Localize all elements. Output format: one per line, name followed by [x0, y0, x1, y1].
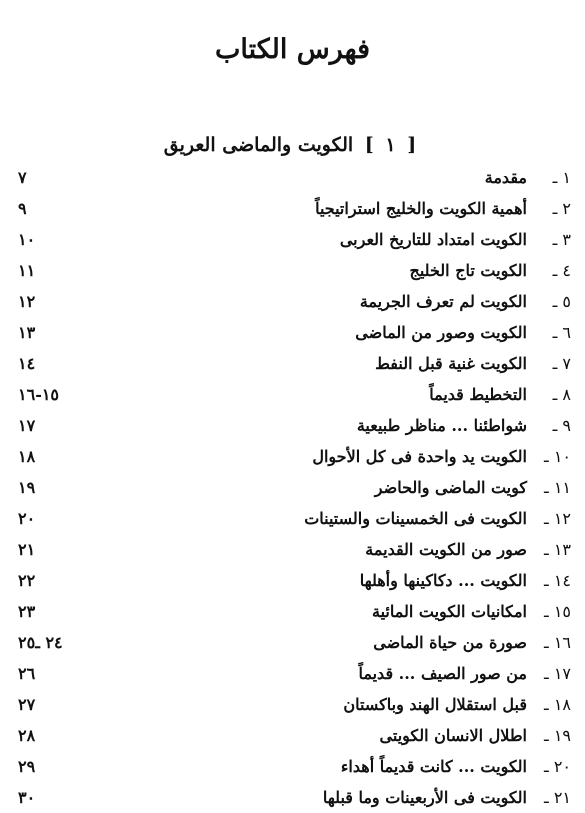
toc-entry-title: اطلال الانسان الكويتى [379, 726, 527, 745]
toc-entry-number: ٩ ـ [552, 416, 571, 435]
toc-entry [18, 565, 571, 596]
toc-entry [18, 503, 571, 534]
toc-entry-number: ٢١ ـ [544, 788, 571, 807]
toc-entry [18, 441, 571, 472]
toc-entry [18, 286, 571, 317]
toc-entry [18, 627, 571, 658]
toc-entry-number: ١٨ ـ [544, 695, 571, 714]
toc-entry-title: شواطئنا ... مناظر طبيعية [356, 416, 527, 435]
toc-entry-title: الكويت تاج الخليج [409, 261, 527, 280]
toc-entry-title: صور من الكويت القديمة [365, 540, 527, 559]
toc-entry-number: ١ ـ [552, 168, 571, 187]
toc-entry-page: ١٧ [18, 416, 36, 435]
toc-entry-page: ٢٦ [18, 664, 36, 683]
toc-entry-title: الكويت امتداد للتاريخ العربى [339, 230, 527, 249]
toc-entry-page: ١٨ [18, 447, 36, 466]
toc-entry-number: ٦ ـ [552, 323, 571, 342]
toc-entry [18, 348, 571, 379]
toc-entry-page: ٢٠ [18, 509, 36, 528]
toc-entry [18, 193, 571, 224]
toc-entry-number: ١٧ ـ [544, 664, 571, 683]
toc-entry [18, 720, 571, 751]
bracket-open: [ [407, 134, 417, 156]
toc-entry-page: ٢٧ [18, 695, 36, 714]
toc-entry-number: ٨ ـ [552, 385, 571, 404]
toc-entry-title: الكويت وصور من الماضى [355, 323, 527, 342]
toc-entry-number: ٢٠ ـ [544, 757, 571, 776]
toc-entry-page: ١٢ [18, 292, 36, 311]
toc-entry-number: ١٠ ـ [544, 447, 571, 466]
toc-entry-title: امكانيات الكويت المائية [372, 602, 527, 621]
toc-list [18, 162, 571, 813]
toc-entry-title: مقدمة [484, 168, 527, 187]
toc-entry-page: ١٠ [18, 230, 36, 249]
toc-entry-page: ٢١ [18, 540, 36, 559]
bracket-close: ] [364, 134, 374, 156]
toc-entry [18, 782, 571, 813]
toc-entry-title: الكويت فى الأربعينات وما قبلها [322, 788, 527, 807]
toc-entry-page: ٢٢ [18, 571, 36, 590]
toc-entry-number: ٤ ـ [552, 261, 571, 280]
toc-entry-title: الكويت لم تعرف الجريمة [359, 292, 527, 311]
toc-entry-page: ٢٤ ـ٢٥ [18, 633, 63, 652]
toc-entry-page: ١١ [18, 261, 36, 280]
toc-entry [18, 162, 571, 193]
toc-entry-number: ١٦ ـ [544, 633, 571, 652]
toc-entry [18, 472, 571, 503]
toc-entry-number: ٢ ـ [552, 199, 571, 218]
toc-entry-page: ٢٩ [18, 757, 36, 776]
toc-entry-title: التخطيط قديماً [429, 385, 527, 404]
toc-entry [18, 596, 571, 627]
toc-entry-page: ٢٨ [18, 726, 36, 745]
toc-entry [18, 379, 571, 410]
toc-entry-title: كويت الماضى والحاضر [374, 478, 527, 497]
page-title: فهرس الكتاب [214, 34, 371, 65]
toc-entry-number: ١١ ـ [544, 478, 571, 497]
section-title: الكويت والماضى العريق [163, 134, 354, 156]
toc-entry [18, 224, 571, 255]
toc-entry-page: ١٣ [18, 323, 36, 342]
section-number: ١ [385, 134, 396, 156]
toc-entry-page: ٣٠ [18, 788, 36, 807]
toc-entry-page: ٧ [18, 168, 27, 187]
toc-entry-number: ٧ ـ [552, 354, 571, 373]
toc-entry-number: ١٤ ـ [544, 571, 571, 590]
toc-entry-number: ٣ ـ [552, 230, 571, 249]
toc-entry-number: ٥ ـ [552, 292, 571, 311]
toc-entry-page: ٢٣ [18, 602, 36, 621]
toc-entry-number: ١٩ ـ [544, 726, 571, 745]
toc-entry-title: الكويت ... كانت قديماً أهداء [340, 757, 527, 776]
toc-entry-page: ١٤ [18, 354, 36, 373]
toc-entry-title: من صور الصيف ... قديماً [358, 664, 527, 683]
toc-entry [18, 410, 571, 441]
toc-entry-title: الكويت فى الخمسينات والستينات [304, 509, 527, 528]
toc-entry-title: أهمية الكويت والخليج استراتيجياً [315, 199, 527, 218]
toc-entry-number: ١٥ ـ [544, 602, 571, 621]
toc-entry-page: ٩ [18, 199, 27, 218]
toc-entry [18, 751, 571, 782]
toc-entry-title: قبل استقلال الهند وباكستان [343, 695, 527, 714]
toc-entry [18, 658, 571, 689]
toc-entry [18, 317, 571, 348]
toc-entry [18, 255, 571, 286]
toc-entry-number: ١٣ ـ [544, 540, 571, 559]
toc-entry-title: الكويت غنية قبل النفط [375, 354, 527, 373]
toc-entry-title: صورة من حياة الماضى [373, 633, 527, 652]
toc-entry-page: ١٥-١٦ [18, 385, 60, 404]
toc-entry-number: ١٢ ـ [544, 509, 571, 528]
toc-entry-title: الكويت ... دكاكينها وأهلها [359, 571, 527, 590]
section-heading [0, 134, 585, 156]
toc-entry-title: الكويت يد واحدة فى كل الأحوال [312, 447, 527, 466]
toc-entry [18, 689, 571, 720]
toc-entry-page: ١٩ [18, 478, 36, 497]
toc-entry [18, 534, 571, 565]
